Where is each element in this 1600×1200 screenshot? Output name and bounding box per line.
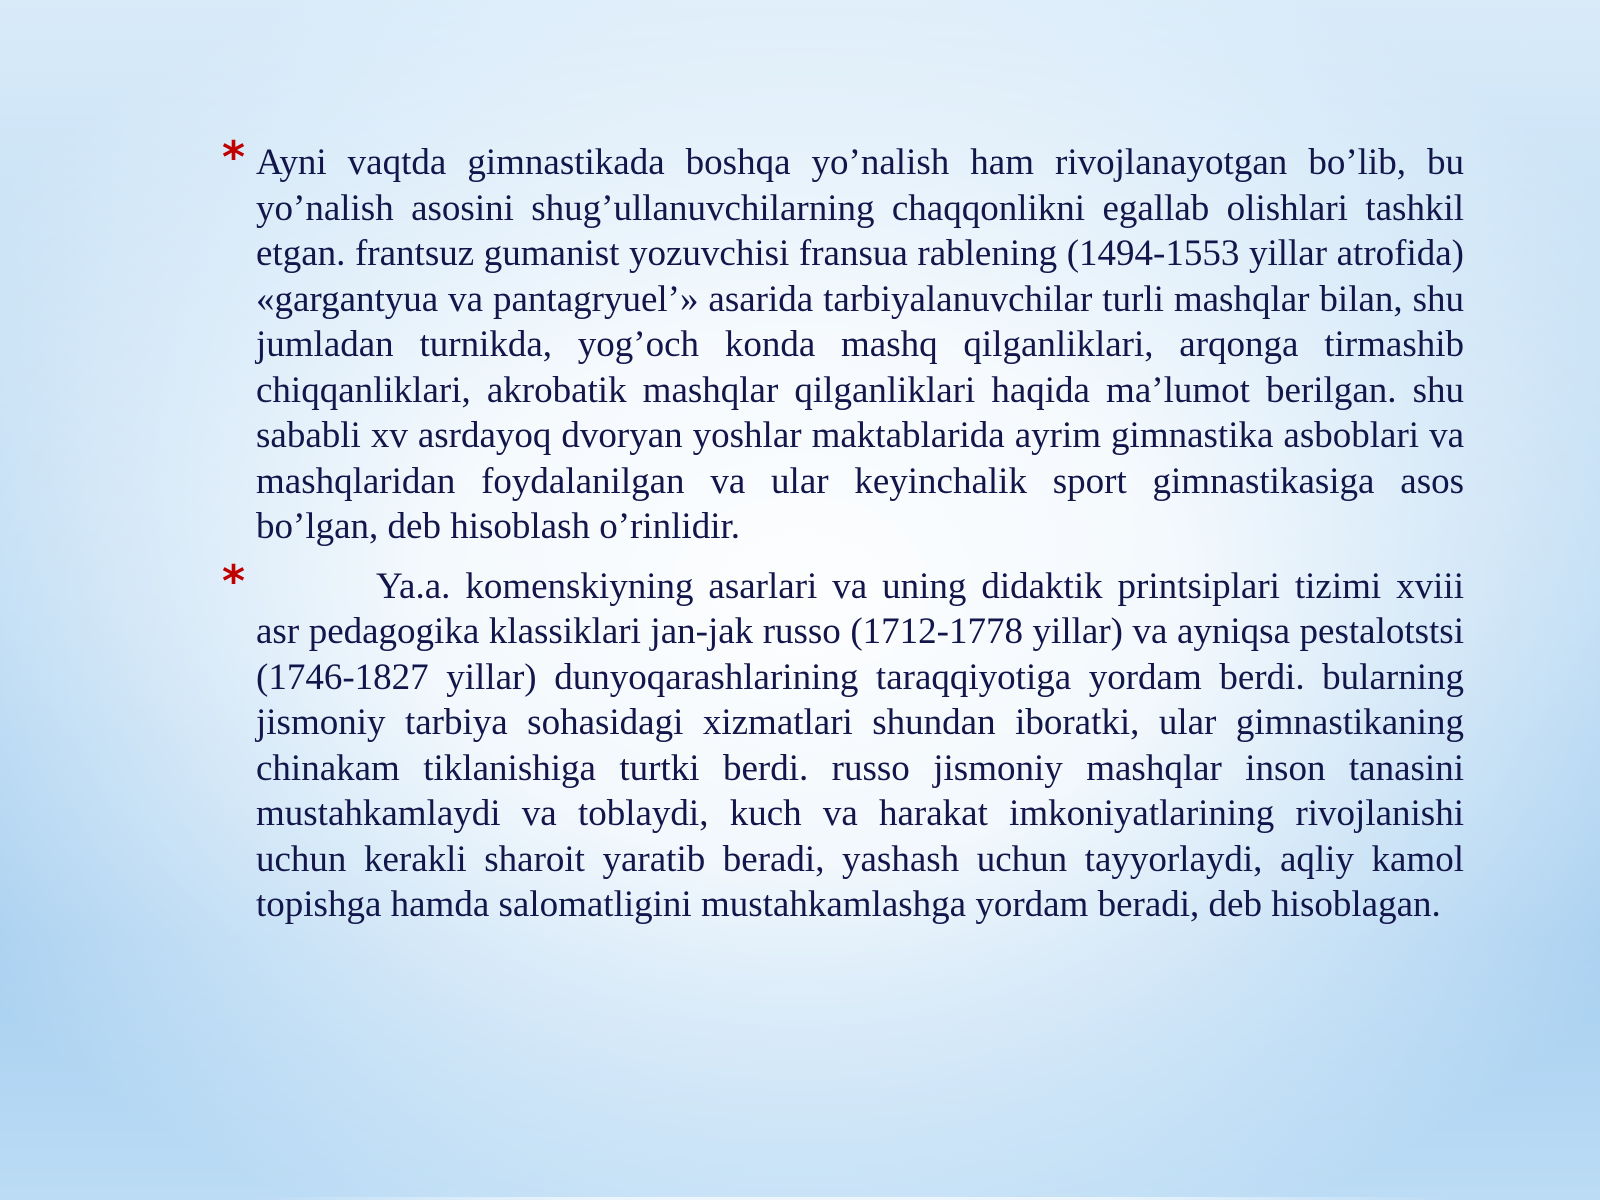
bullet-text: Ya.a. komenskiyning asarlari va uning didaktik printsiplari tizimi xviii asr pedagogika klassiklari jan-jak russo (1712-1778 yillar) va ayniqsa pestalotstsi (1746-1827 yillar) dunyoqarashlarining taraqqiyotiga yordam berdi. bularning jismoniy tarbiya sohasidagi xizmatlari shundan iboratki, ular gimnastikaning chinakam tiklanishiga turtki berdi. russo jismoniy mashqlar inson tanasini mustahkamlaydi va toblaydi, kuch va harakat imkoniyatlarining rivojlanishi uchun kerakli sharoit yaratib beradi, yashash uchun tayyorlaydi, aqliy kamol topishga hamda salomatligini mustahkamlashga yordam beradi, deb hisoblagan. [256, 565, 1464, 925]
asterisk-icon: * [222, 555, 246, 607]
bullet-text: Ayni vaqtda gimnastikada boshqa yo’nalish ham rivojlanayotgan bo’lib, bu yo’nalish asosini shug’ullanuvchilarning chaqqonlikni egallab olishlari tashkil etgan. frantsuz gumanist yozuvchisi fransua rablening (1494-1553 yillar atrofida) «gargantyua va pantagryuel’» asarida tarbiyalanuvchilar turli mashqlar bilan, shu jumladan turnikda, yog’och konda mashq qilganliklari, arqonga tirmashib chiqqanliklari, akrobatik mashqlar qilganliklari haqida ma’lumot berilgan. shu sababli xv asrdayoq dvoryan yoshlar maktablarida ayrim gimnastika asboblari va mashqlaridan foydalanilgan va ular keyinchalik sport gimnastikasiga asos bo’lgan, deb hisoblash o’rinlidir. [256, 142, 1464, 547]
bullet-item [222, 132, 1464, 550]
slide-body [222, 132, 1464, 942]
bullet-item [222, 555, 1464, 928]
asterisk-icon: * [222, 132, 246, 183]
